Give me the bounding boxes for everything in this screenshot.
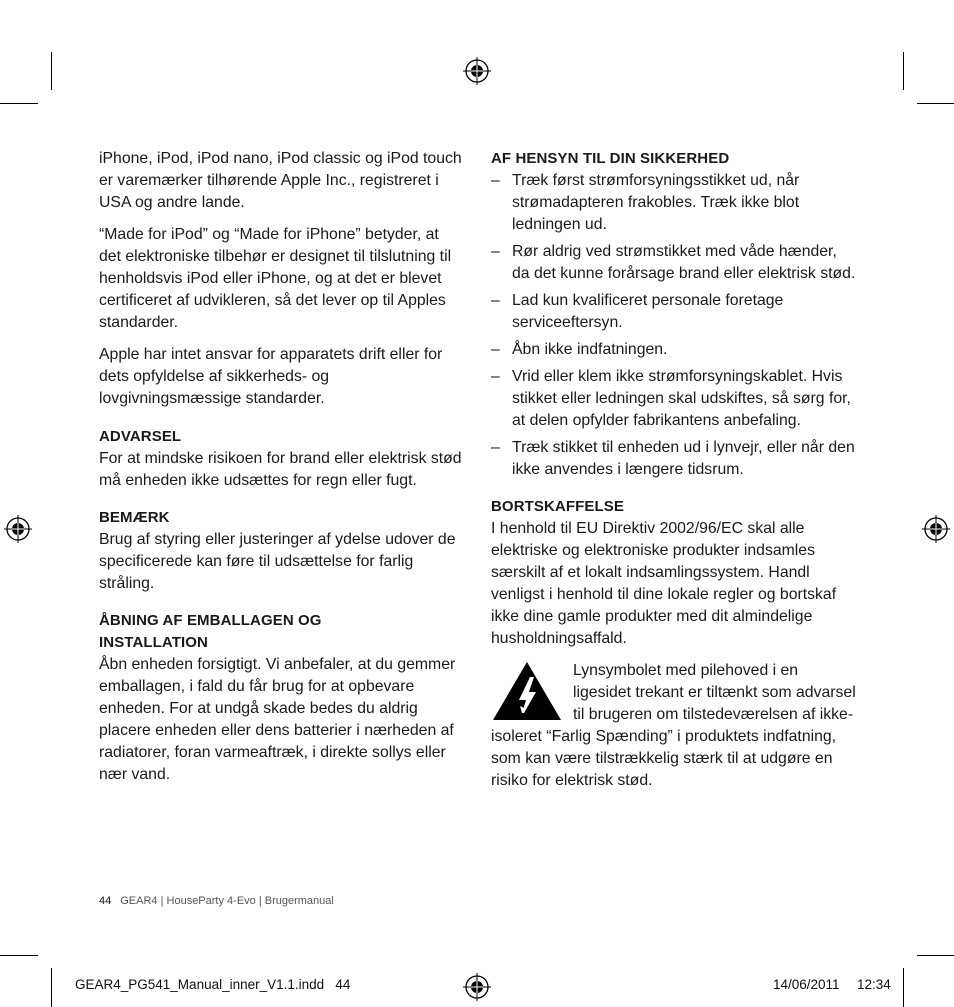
- slug-filename: GEAR4_PG541_Manual_inner_V1.1.indd 44: [75, 977, 351, 992]
- advarsel-heading: ADVARSEL: [99, 428, 182, 445]
- crop-mark-bottom-left-horizontal: [0, 955, 38, 956]
- lightning-note: [491, 660, 856, 792]
- page-number: 44: [99, 895, 112, 907]
- bemaerk-section: [99, 507, 464, 595]
- right-column: [491, 148, 856, 802]
- lightning-note-text: Lynsymbolet med pilehoved i en ligesidet trekant er tiltænkt som advarsel til brugeren om tilstedeværelsen af ikke-isoleret “Farlig Spænding” i produktets indfatning, som kan være tilstrækkelig stærk til at udgøre en risiko for elektrisk stød.: [491, 662, 856, 789]
- safety-heading: AF HENSYN TIL DIN SIKKERHED: [491, 150, 730, 167]
- bemaerk-text: Brug af styring eller justeringer af ydelse udover de specificerede kan føre til udsættelse for farlig stråling.: [99, 531, 456, 592]
- crop-mark-top-right-horizontal: [917, 103, 954, 104]
- page-footer: [99, 895, 334, 907]
- footer-title: GEAR4 | HouseParty 4-Evo | Brugermanual: [120, 895, 334, 907]
- aabning-text: Åbn enheden forsigtigt. Vi anbefaler, at du gemmer emballagen, i fald du får brug for at opbevare enheden. For at undgå skade bedes du aldrig placere enheden eller dens batterier i nærheden af radiatorer, foran varmeaftræk, i direkte sollys eller nær vand.: [99, 656, 456, 783]
- list-item: – Træk stikket til enheden ud i lynvejr, eller når den ikke anvendes i længere tidsrum.: [491, 437, 856, 481]
- disposal-text: I henhold til EU Direktiv 2002/96/EC skal alle elektriske og elektroniske produkter indsamles særskilt af et lokalt indsamlingssystem. Handl venligst i henhold til dine lokale regler og bortskaf ikke dine gamle produkter med dit almindelige husholdningsaffald.: [491, 520, 837, 647]
- lightning-warning-triangle-icon: [491, 660, 563, 722]
- list-item: – Vrid eller klem ikke strømforsyningskablet. Hvis stikket eller ledningen skal udskiftes, så sørg for, at delen opfylder fabrikantens anbefaling.: [491, 366, 856, 432]
- registration-mark-bottom-icon: [462, 972, 492, 1002]
- crop-mark-top-left-vertical: [51, 52, 52, 90]
- disposal-section: [491, 496, 856, 650]
- registration-mark-top-icon: [462, 56, 492, 86]
- registration-mark-right-icon: [921, 514, 951, 544]
- apple-disclaimer-paragraph: Apple har intet ansvar for apparatets drift eller for dets opfyldelse af sikkerheds- og lovgivningsmæssige standarder.: [99, 346, 443, 407]
- registration-mark-left-icon: [3, 514, 33, 544]
- list-item: – Rør aldrig ved strømstikket med våde hænder, da det kunne forårsage brand eller elektrisk stød.: [491, 241, 856, 285]
- bemaerk-heading: BEMÆRK: [99, 509, 170, 526]
- aabning-heading-line2: INSTALLATION: [99, 634, 208, 651]
- list-item: – Lad kun kvalificeret personale foretage serviceeftersyn.: [491, 290, 856, 334]
- aabning-heading-line1: ÅBNING AF EMBALLAGEN OG: [99, 612, 322, 629]
- list-item: – Træk først strømforsyningsstikket ud, når strømadapteren frakobles. Træk ikke blot ledningen ud.: [491, 170, 856, 236]
- advarsel-text: For at mindske risikoen for brand eller elektrisk stød må enheden ikke udsættes for regn eller fugt.: [99, 450, 462, 489]
- slug-time: 12:34: [857, 977, 891, 992]
- aabning-section: [99, 610, 464, 786]
- crop-mark-bottom-right-vertical: [903, 968, 904, 1007]
- slug-date: 14/06/2011: [773, 977, 840, 992]
- crop-mark-top-right-vertical: [903, 52, 904, 90]
- aabning-heading: [99, 610, 464, 654]
- crop-mark-bottom-right-horizontal: [917, 955, 954, 956]
- advarsel-section: [99, 426, 464, 492]
- crop-mark-top-left-horizontal: [0, 103, 38, 104]
- list-item: – Åbn ikke indfatningen.: [491, 339, 856, 361]
- crop-mark-bottom-left-vertical: [51, 968, 52, 1007]
- made-for-paragraph: “Made for iPod” og “Made for iPhone” betyder, at det elektroniske tilbehør er designet til tilslutning til henholdsvis iPod eller iPhone, og at det er blevet certificeret af udvikleren, så det lever op til Apples standarder.: [99, 226, 452, 331]
- safety-list: [491, 170, 856, 481]
- disposal-heading: BORTSKAFFELSE: [491, 498, 624, 515]
- left-column: [99, 148, 464, 786]
- trademark-paragraph: iPhone, iPod, iPod nano, iPod classic og iPod touch er varemærker tilhørende Apple Inc., registreret i USA og andre lande.: [99, 150, 462, 211]
